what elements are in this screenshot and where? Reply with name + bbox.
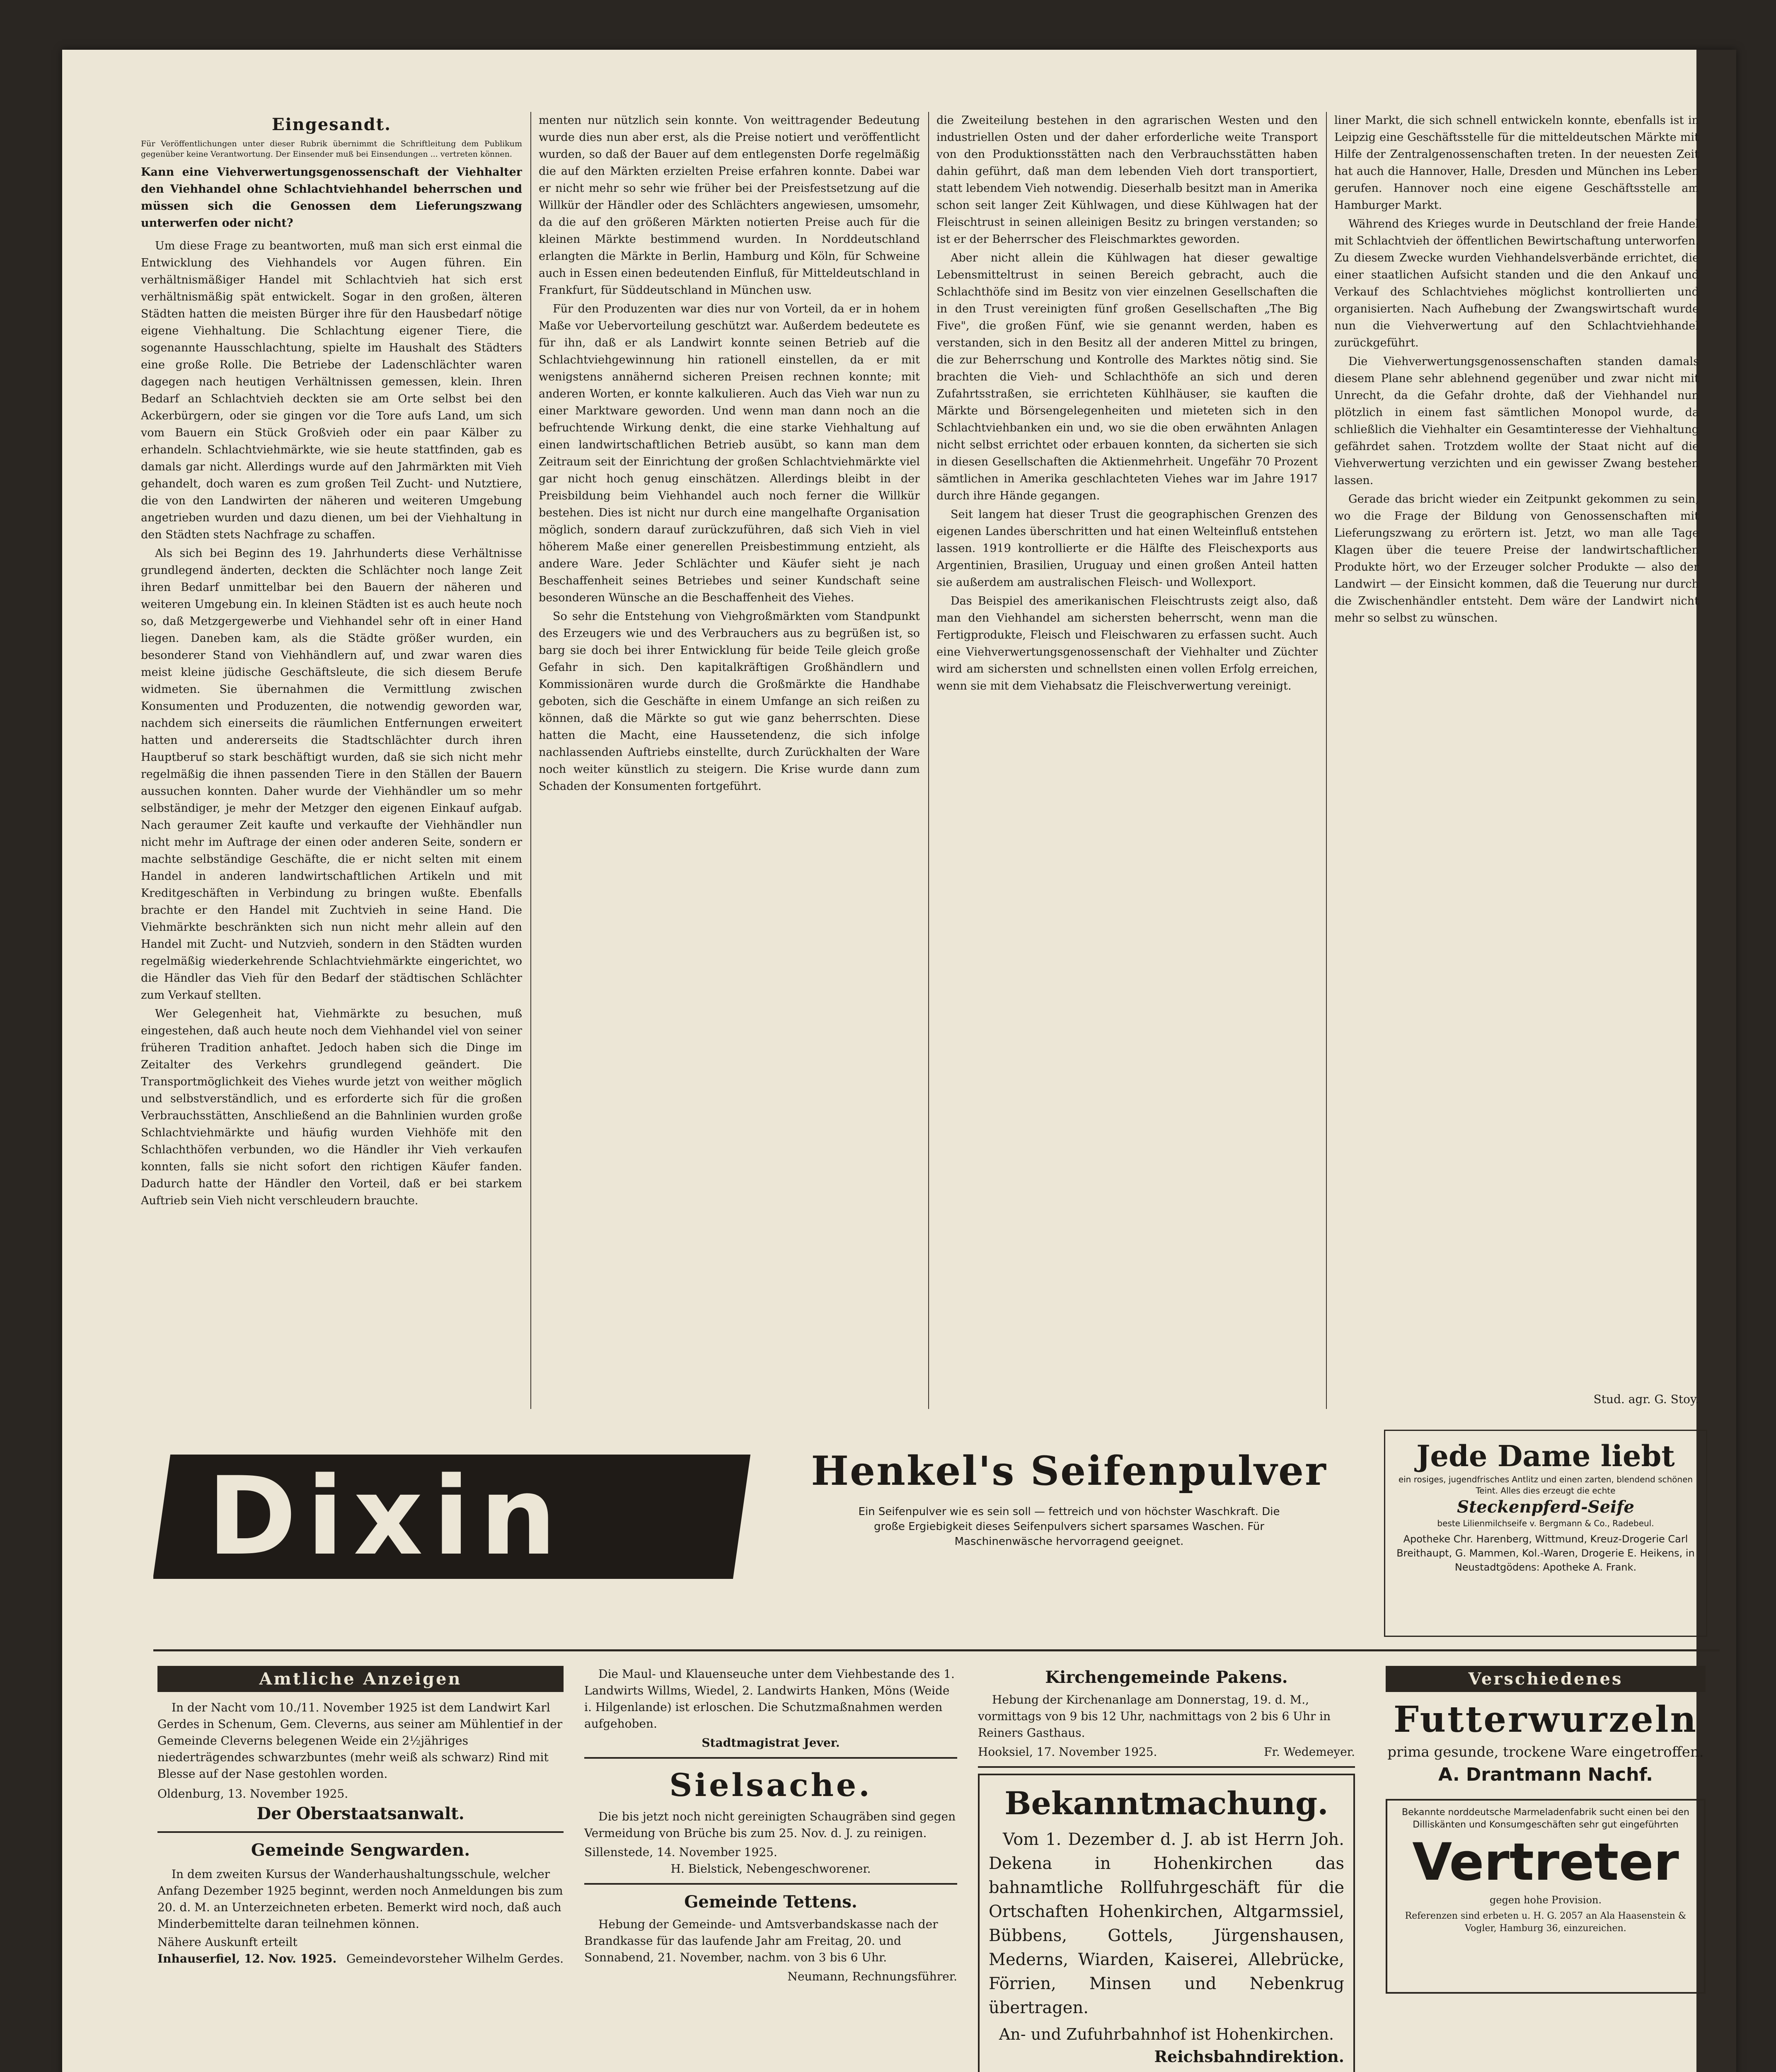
futter-line: prima gesunde, trockene Ware eingetroffen. [1387, 1744, 1704, 1760]
seuche-sign: Stadtmagistrat Jever. [702, 1736, 840, 1750]
bekanntmachung-box [978, 1774, 1355, 2072]
sielsache-text: Die bis jetzt noch nicht gereinigten Schaugräben sind gegen Vermeidung von Brüche bis zum 25. Nov. d. J. zu reinigen. [584, 1810, 956, 1840]
divider [584, 1883, 957, 1885]
paragraph: liner Markt, die sich schnell entwickeln konnte, ebenfalls ist in Leipzig eine Geschäftsstelle für die mitteldeutschen Märkte mit Hilfe der Zentralgenossenschaften treten. In der neuesten Zeit hat auch die Hannover, Halle, Dresden und München ins Leben gerufen. Hannover noch eine eigene Geschäftsstelle am Hamburger Markt. [1334, 114, 1699, 212]
article-column-4 [1334, 112, 1699, 1388]
henkel-title: Henkel's Seifenpulver [811, 1447, 1327, 1494]
paragraph: die Zweiteilung bestehen in den agrarischen Westen und den industriellen Osten und der daher erforderliche weite Transport von den Produktionsstätten nach den Verbrauchsstätten haben dahin geführt, daß man dem lebenden Vieh dort transportiert, statt lebendem Vieh notwendig. Dieserhalb besitzt man in Amerika schon seit langer Zeit Kühlwagen, und diese Kühlwagen hat der Fleischtrust in seinen alleinigen Besitz zu bringen verstanden; so ist er der Beherrscher des Fleischmarktes geworden. [936, 114, 1318, 246]
vertreter-foot: Referenzen sind erbeten u. H. G. 2057 an Ala Haasenstein & Vogler, Hamburg 36, einzureichen. [1405, 1911, 1686, 1934]
pakens-date: Hooksiel, 17. November 1925. [978, 1745, 1157, 1759]
amtliche-date: Oldenburg, 13. November 1925. [157, 1787, 348, 1801]
paragraph: Seit langem hat dieser Trust die geographischen Grenzen des eigenen Landes überschritten und hat einen Welteinfluß entstehen lassen. 1919 kontrollierte er die Hälfte des Fleischexports aus Argentinien, Brasilien, Uruguay und einen großen Anteil hatten sie außerdem am australischen Fleisch- und Wollexport. [936, 508, 1318, 589]
paragraph: So sehr die Entstehung von Viehgroßmärkten vom Standpunkt des Erzeugers wie und des Verbrauchers aus zu begrüßen ist, so barg sie doch bei ihrer Entwicklung für beide Teile gleich große Gefahr in sich. Den kapitalkräftigen Großhändlern und Kommissionären wurde durch die Großmärkte die Handhabe geboten, sich die Geschäfte in einem Umfange an sich reißen zu können, daß die Märkte so gut wie ganz beherrschten. Diese hatten die Macht, eine Haussetendenz, die sich infolge nachlassenden Auftriebs einstellte, durch Zurückhalten der Ware noch weiter künstlich zu steigern. Die Krise wurde dann zum Schaden der Konsumenten fortgeführt. [539, 610, 920, 793]
sengwarden-header: Gemeinde Sengwarden. [251, 1840, 470, 1860]
pakens-sign: Fr. Wedemeyer. [1264, 1745, 1355, 1759]
paragraph: Gerade das bricht wieder ein Zeitpunkt gekommen zu sein, wo die Frage der Bildung von Genossenschaften mit Lieferungszwang zu erörtern ist. Jetzt, wo man alle Tage Klagen über die teuere Preise der landwirtschaftlichen Produkte hört, wo der Erzeuger solcher Produkte — also der Landwirt — der Einsicht kommen, daß die Teuerung nur durch die Zwischenhändler entsteht. Dem wäre der Landwirt nicht mehr so selbst zu wünschen. [1334, 493, 1699, 625]
paragraph: Als sich bei Beginn des 19. Jahrhunderts diese Verhältnisse grundlegend änderten, deckten die Schlächter noch lange Zeit ihren Bedarf unmittelbar bei den Bauern der näheren und weiteren Umgebung ein. In kleinen Städten ist es auch heute noch so, daß Metzgergewerbe und Viehhandel sehr oft in einer Hand liegen. Daneben kam, als die Städte größer wurden, ein besonderer Stand von Viehhändlern auf, und zwar waren dies meist kleine jüdische Geschäftsleute, die sich diesem Berufe widmeten. Sie übernahmen die Vermittlung zwischen Konsumenten und Produzenten, die notwendig geworden war, nachdem sich einerseits die räumlichen Entfernungen erweitert hatten und andererseits die Stadtschlächter durch ihren Hauptberuf so stark beschäftigt wurden, daß sie sich nicht mehr regelmäßig die ihnen passenden Tiere in den Ställen der Bauern aussuchen konnten. Daher wurde der Viehhändler um so mehr selbständiger, je mehr der Metzger den eigenen Einkauf aufgab. Nach geraumer Zeit kaufte und verkaufte der Viehhändler nun nicht mehr im Auftrage der einen oder anderen Seite, sondern er machte selbständige Geschäfte, die er nicht selten mit einem Handel in anderen landwirtschaftlichen Artikeln und mit Kreditgeschäften in Verbindung zu bringen wußte. Ebenfalls brachte er den Handel mit Zuchtvieh in seine Hand. Die Viehmärkte beschränkten sich nun nicht mehr allein auf den Handel mit Zucht- und Nutzvieh, sondern in den Städten wurden regelmäßig wiederkehrende Schlachtviehmärkte eingerichtet, wo die Händler das Vieh für den Bedarf der städtischen Schlächter zum Verkauf stellten. [141, 547, 522, 1002]
sielsache-title: Sielsache. [669, 1767, 872, 1803]
article-column-3 [936, 112, 1318, 1405]
henkel-ad [779, 1430, 1359, 1604]
dame-maker: beste Lilienmilchseife v. Bergmann & Co., Radebeul. [1437, 1518, 1654, 1528]
amtliche-anzeigen [153, 1666, 568, 2072]
sengwarden-info: Nähere Auskunft erteilt [157, 1935, 298, 1949]
notices-column-b [580, 1666, 961, 2072]
vertreter-sub: gegen hohe Provision. [1489, 1894, 1602, 1906]
paragraph: Wer Gelegenheit hat, Viehmärkte zu besuchen, muß eingestehen, daß auch heute noch dem Viehhandel viel von seiner früheren Tradition anhaftet. Jedoch haben sich die Dinge im Zeitalter des Verkehrs grundlegend geändert. Die Transportmöglichkeit des Viehes wurde jetzt von weither möglich und selbstverständlich, und es erforderte sich für die großen Verbrauchsstätten, Anschließend an die Bahnlinien wurden große Schlachtviehmärkte und häufig wurden Viehhöfe mit den Schlachthöfen verbunden, wo die Händler ihr Vieh verkaufen konnten, falls sie nicht sofort den richtigen Käufer fanden. Dadurch hatte der Händler den Vorteil, daß er bei starkem Auftrieb sein Vieh nicht verschleudern brauchte. [141, 1007, 522, 1207]
steckenpferd-ad [1384, 1430, 1707, 1637]
bekannt-title: Bekanntmachung. [1004, 1785, 1328, 1822]
dame-stores: Apotheke Chr. Harenberg, Wittmund, Kreuz-Drogerie Carl Breithaupt, G. Mammen, Kol.-Waren, Drogerie E. Heikens, in Neustadtgödens: Apotheke A. Frank. [1396, 1533, 1695, 1573]
pakens-header: Kirchengemeinde Pakens. [1045, 1668, 1288, 1687]
paragraph: Das Beispiel des amerikanischen Fleischtrusts zeigt also, daß man den Viehhandel am sichersten beherrscht, wenn man die Fertigprodukte, Fleisch und Fleischwaren zu erfassen sucht. Auch eine Viehverwertungsgenossenschaft der Viehhalter und Züchter wird am sichersten und schnellsten einen vollen Erfolg erreichen, wenn sie mit dem Viehabsatz die Fleischverwertung vereinigt. [936, 595, 1318, 692]
paragraph: Für den Produzenten war dies nur von Vorteil, da er in hohem Maße vor Uebervorteilung geschützt war. Außerdem bedeutete es für ihn, daß er als Landwirt konnte seinen Betrieb auf die Schlachtviehgewinnung hin rationell einstellen, da er mit wenigstens annähernd sicheren Preisen rechnen konnte; mit anderen Worten, er konnte kalkulieren. Auch das Vieh war nun zu einer Marktware geworden. Und wenn man dann noch an die befruchtende Wirkung denkt, die eine starke Viehhaltung auf einen landwirtschaftlichen Betrieb ausübt, so kann man dem Zeitraum seit der Einrichtung der großen Schlachtviehmärkte viel gar nicht hoch genug einschätzen. Allerdings bleibt in der Preisbildung beim Viehhandel auch noch ferner die Willkür bestehen. Dies ist nicht nur durch eine mangelhafte Organisation möglich, sondern darauf zurückzuführen, daß sich Vieh in viel höherem Maße einer generellen Preisbestimmung entzieht, als andere Ware. Jeder Schlächter und Käufer sieht je nach Beschaffenheit seines Betriebes und seiner Kundschaft seine besonderen Wünsche an die Beschaffenheit des Viehes. [539, 303, 920, 604]
sengwarden-sign: Gemeindevorsteher Wilhelm Gerdes. [346, 1952, 564, 1965]
pakens-footer [978, 1744, 1355, 1760]
article-signature: Stud. agr. G. Stoy. [1593, 1392, 1699, 1406]
tettens-sign: Neumann, Rechnungsführer. [787, 1970, 957, 1983]
divider [978, 1766, 1355, 1768]
column-rule [928, 112, 929, 1409]
seuche-text: Die Maul- und Klauenseuche unter dem Viehbestande des 1. Landwirts Willms, Wiedel, 2. Landwirts Hanken, Möns (Weide i. Hilgenlande) ist erloschen. Die Schutzmaßnahmen werden aufgehoben. [584, 1667, 955, 1731]
paragraph: Während des Krieges wurde in Deutschland der freie Handel mit Schlachtvieh der öffentlichen Bewirtschaftung unterworfen. Zu diesem Zwecke wurden Viehhandelsverbände errichtet, die einer staatlichen Aufsicht standen und die den Ankauf und Verkauf des Schlachtviehes möglichst kontrollierten und organisierten. Nach Aufhebung der Zwangswirtschaft wurde nun die Viehverwertung auf den Schlachtviehhandel zurückgeführt. [1334, 218, 1699, 349]
bekannt-sign: Reichsbahndirektion. [1154, 2047, 1344, 2066]
dame-sub: ein rosiges, jugendfrisches Antlitz und einen zarten, blendend schönen Teint. Alles dies erzeugt die echte [1398, 1474, 1693, 1496]
divider [157, 1831, 564, 1833]
notices-column-c [974, 1666, 1359, 2072]
paragraph: Aber nicht allein die Kühlwagen hat dieser gewaltige Lebensmitteltrust in seinen Bereich gebracht, auch die Schlachthöfe sind im Besitz von vier einzelnen Gesellschaften die in den Trust vereinigten fünf großen Gesellschaften „The Big Five", die großen Fünf, wie sie genannt werden, haben es verstanden, sich in den Besitz all der anderen Mittel zu bringen, die zur Beherrschung und Kontrolle des Marktes nötig sind. Sie brachten die Vieh- und Schlachthöfe an sich und deren Zufahrtsstraßen, sie errichteten Kühlhäuser, sie kauften die Märkte und Börsengelegenheiten und mieteten sich in den Schlachtviehbanken ein und, wo sie die oben erwähnten Anlagen nicht selbst errichtet oder erbauen konnten, da sicherten sie sich in diesen Gesellschaften die Aktienmehrheit. Ungefähr 70 Prozent sämtlichen in Amerika geschlachteten Viehes war im Jahre 1917 durch ihre Hände gegangen. [936, 252, 1318, 502]
pakens-text: Hebung der Kirchenanlage am Donnerstag, 19. d. M., vormittags von 9 bis 12 Uhr, nachmittags von 2 bis 6 Uhr in Reiners Gasthaus. [978, 1693, 1331, 1740]
divider [584, 1757, 957, 1759]
vertreter-intro: Bekannte norddeutsche Marmeladenfabrik sucht einen bei den Dilliskänten und Konsumgeschäften sehr gut eingeführten [1401, 1807, 1689, 1830]
amtliche-text: In der Nacht vom 10./11. November 1925 ist dem Landwirt Karl Gerdes in Schenum, Gem. Cleverns, aus seiner am Mühlentief in der Gemeinde Cleverns belegenen Weide ein 2½jähriges niederträgendes schwarzbuntes (mehr weiß als schwarz) Rind mit Blesse auf der Nase gestohlen worden. [157, 1701, 563, 1781]
column-rule [530, 112, 531, 1409]
sengwarden-date: Inhauserfiel, 12. Nov. 1925. [157, 1952, 337, 1965]
dixin-logo: Dixin [207, 1454, 566, 1579]
futter-title: Futterwurzeln [1393, 1699, 1698, 1740]
amtliche-header: Amtliche Anzeigen [157, 1666, 564, 1692]
section-title: Eingesandt. [271, 115, 392, 134]
dame-product: Steckenpferd-Seife [1457, 1497, 1634, 1517]
paragraph: Die Viehverwertungsgenossenschaften standen damals diesem Plane sehr ablehnend gegenüber und zwar nicht mit Unrecht, da die Gefahr drohte, daß der Viehhandel nun plötzlich in einem fast sämtlichen Monopol wurde, da schließlich die Viehhalter ein Gesamtinteresse der Viehhaltung gefährdet sahen. Trotzdem wollte der Staat nicht auf die Viehverwertung verzichten und ein gewisser Zwang bestehen lassen. [1334, 355, 1699, 487]
futter-firm: A. Drantmann Nachf. [1438, 1764, 1653, 1785]
horizontal-rule [153, 1649, 1720, 1651]
sielsache-sign: H. Bielstick, Nebengeschworener. [670, 1862, 871, 1876]
column-rule [1326, 112, 1327, 1409]
article-headline: Kann eine Viehverwertungsgenossenschaft der Viehhalter den Viehhandel ohne Schlachtviehhandel beherrschen und müssen sich die Genossen dem Lieferungszwang unterwerfen oder nicht? [141, 166, 522, 230]
dame-title: Jede Dame liebt [1416, 1439, 1675, 1473]
vertreter-ad [1386, 1799, 1706, 1994]
sengwarden-text: In dem zweiten Kursus der Wanderhaushaltungsschule, welcher Anfang Dezember 1925 beginnt, werden noch Anmeldungen bis zum 20. d. M. an Unterzeichneten erbeten. Bemerkt wird noch, daß auch Minderbemittelte daran teilnehmen können. [157, 1867, 563, 1931]
sielsache-date: Sillenstede, 14. November 1925. [584, 1845, 777, 1859]
sengwarden-footer [157, 1951, 564, 1967]
vertreter-title: Vertreter [1412, 1832, 1679, 1892]
paragraph: Um diese Frage zu beantworten, muß man sich erst einmal die Entwicklung des Viehhandels vor Augen führen. Ein verhältnismäßiger Handel mit Schlachtvieh hat sich erst verhältnismäßig spät entwickelt. Sogar in den großen, älteren Städten hatten die meisten Bürger ihre für den Hausbedarf nötige eigene Viehhaltung. Die Schlachtung eigener Tiere, die sogenannte Hausschlachtung, spielte im Haushalt des Städters eine große Rolle. Die Betriebe der Ladenschlächter waren dagegen nach heutigen Verhältnissen gemessen, klein. Ihren Bedarf an Schlachtvieh deckten sie am Orte selbst bei den Ackerbürgern, oder sie gingen vor die Tore aufs Land, um sich vom Bauern ein Stück Großvieh oder ein paar Kälber zu erhandeln. Schlachtviehmärkte, wie sie heute stattfinden, gab es damals gar nicht. Allerdings wurde auf den Jahrmärkten mit Vieh gehandelt, doch waren es zum großen Teil Zucht- und Nutztiere, die von den Landwirten der näheren und weiteren Umgebung angetrieben wurden und dazu dienen, um bei der Viehhaltung in den Städten stets Nachfrage zu schaffen. [141, 240, 522, 541]
futter-header: Verschiedenes [1386, 1666, 1706, 1692]
tettens-text: Hebung der Gemeinde- und Amtsverbandskasse nach der Brandkasse für das laufende Jahr am Freitag, 20. und Sonnabend, 21. November, nachm. von 3 bis 6 Uhr. [584, 1917, 938, 1964]
bekannt-line2: An- und Zufuhrbahnhof ist Hohenkirchen. [999, 2025, 1334, 2043]
disclaimer: Für Veröffentlichungen unter dieser Rubrik übernimmt die Schriftleitung dem Publikum gegenüber keine Verantwortung. Der Einsender muß bei Einsendungen ... vertreten können. [141, 139, 522, 159]
paragraph: menten nur nützlich sein konnte. Von weittragender Bedeutung wurde dies nun aber erst, als die Preise notiert und veröffentlicht wurden, so daß der Bauer auf dem entlegensten Dorfe regelmäßig die auf den Märkten erzielten Preise erfahren konnte. Dabei war er nicht mehr so sehr wie früher bei der Preisfestsetzung auf die Willkür der Händler oder des Schlächters angewiesen, umsomehr, da die auf den größeren Märkten notierten Preise auch für die kleinen Märkte bestimmend wurden. In Norddeutschland erlangten die Märkte in Berlin, Hamburg und Köln, für Schweine auch in Essen einen bedeutenden Einfluß, für Mitteldeutschland in Frankfurt, für Süddeutschland in München usw. [539, 114, 920, 297]
bekannt-text: Vom 1. Dezember d. J. ab ist Herrn Joh. Dekena in Hohenkirchen das bahnamtliche Rollfuhrgeschäft für die Ortschaften Hohenkirchen, Altgarmssiel, Bübbens, Gottels, Jürgenshausen, Mederns, Wiarden, Kaiserei, Allebrücke, Förrien, Minsen und Nebenkrug übertragen. [989, 1830, 1344, 2017]
article-column-2 [539, 112, 920, 1405]
henkel-text: Ein Seifenpulver wie es sein soll — fettreich und von höchster Waschkraft. Die große Ergiebigkeit dieses Seifenpulvers sichert sparsames Waschen. Für Maschinenwäsche hervorragend geeignet. [858, 1506, 1280, 1548]
dixin-ad [153, 1430, 758, 1608]
notices-column-d [1384, 1666, 1707, 2072]
amtliche-sign: Der Oberstaatsanwalt. [256, 1804, 465, 1823]
newspaper-page [62, 50, 1736, 2072]
tettens-header: Gemeinde Tettens. [684, 1892, 857, 1912]
article-column-1 [141, 112, 522, 1405]
